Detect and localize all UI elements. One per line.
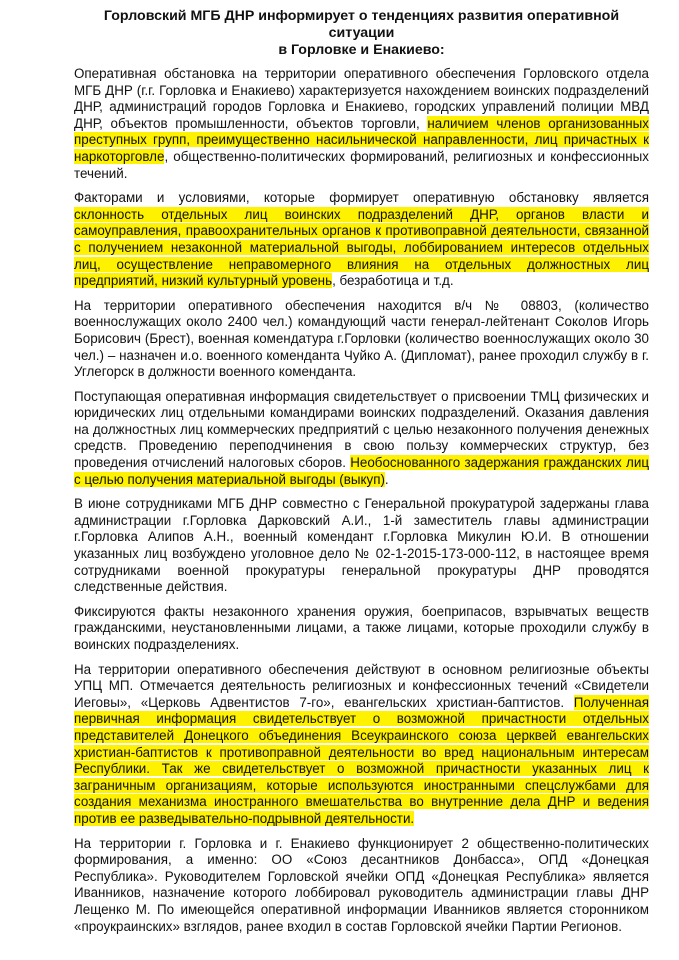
text-segment: , безработица и т.д. [332,273,454,289]
paragraph-2 [74,190,649,290]
text-segment: На территории г. Горловка и г. Енакиево функционирует 2 общественно-политических формирования, а именно: ОО «Союз десантников Донбасса», ОПД «Донецкая Республика». Руководителем Горловской ячейки ОПД «Донецкая Республика» является Иванников, назначение которого лоббировал руководитель администрации главы ДНР Лещенко М. По имеющейся оперативной информации Иванников является сторонником «проукраинских» взглядов, ранее входил в состав Горловской ячейки Партии Регионов. [74,835,649,934]
title-line-2: в Горловке и Енакиево: [278,42,445,58]
title-line-1: Горловский МГБ ДНР информирует о тенденциях развития оперативной ситуации [103,8,620,41]
text-segment: Факторами и условиями, которые формирует оперативную обстановку является [74,190,649,206]
paragraph-7 [74,662,649,828]
text-segment: Поступающая оперативная информация свидетельствует о присвоении ТМЦ физических и юридических лиц отдельными командирами воинских подразделений. Оказания давления на должностных лиц коммерческих предприятий с целью незаконного получения денежных средств. Проведению переподчинения в свою пользу коммерческих структур, без проведения отчислений налоговых сборов. [74,388,649,471]
text-segment: , общественно-политических формирований, религиозных и конфессионных течений. [74,148,649,181]
paragraph-8 [74,836,649,936]
text-segment: . [384,471,389,487]
text-segment: Фиксируются факты незаконного хранения оружия, боеприпасов, взрывчатых веществ гражданскими, неустановленными лицами, а также лицами, которые проходили службу в воинских подразделениях. [74,603,649,652]
highlighted-text: Необоснованного задержания гражданских лиц с целью получения материальной выгоды (выкуп) [74,455,649,487]
paragraph-3 [74,298,649,381]
text-segment: Оперативная обстановка на территории оперативного обеспечения Горловского отдела МГБ ДНР (г.г. Горловка и Енакиево) характеризуется нахождением воинских подразделений ДНР, администраций городов Горловка и Енакиево, городских управлений полиции МВД ДНР, объектов промышленности, объектов торговли, [74,66,649,131]
paragraph-1 [74,66,649,182]
highlighted-text: наличием членов организованных преступных групп, преимущественно насильнической направленности, лиц причастных к наркоторговле [74,115,649,164]
highlighted-text: склонность отдельных лиц воинских подразделений ДНР, органов власти и самоуправления, правоохранительных органов к противоправной деятельности, связанной с получением незаконной материальной выгоды, лоббированием интересов отдельных лиц, осуществление неправомерного влияния на отдельных должностных лиц предприятий, низкий культурный уровень [74,206,649,289]
text-segment: На территории оперативного обеспечения находится в/ч № 08803, (количество военнослужащих около 2400 чел.) командующий части генерал-лейтенант Соколов Игорь Борисович (Брест), военная комендатура г.Горловки (количество военнослужащих около 30 чел.) – назначен и.о. военного коменданта Чуйко А. (Дипломат), ранее проходил службу в г. Углегорск в должности военного коменданта. [74,297,649,380]
paragraph-6 [74,604,649,654]
paragraph-4 [74,389,649,489]
document-title [74,8,649,59]
highlighted-text: Полученная первичная информация свидетельствует о возможной причастности отдельных представителей Донецкого объединения Всеукраинского союза церквей евангельских христиан-баптистов к противоправной деятельности во вред национальным интересам Республики. Так же свидетельствует о возможной причастности указанных лиц к заграничным организациям, которые используются иностранными спецслужбами для создания механизма иностранного вмешательства во внутренние дела ДНР и ведения против ее разведывательно-подрывной деятельности. [74,694,649,826]
text-segment: В июне сотрудниками МГБ ДНР совместно с Генеральной прокуратурой задержаны глава администрации г.Горловка Дарковский А.И., 1-й заместитель главы администрации г.Горловка Алипов А.Н., военный комендант г.Горловка Микулин Ю.И. В отношении указанных лиц возбуждено уголовное дело № 02-1-2015-173-000-112, в настоящее время сотрудниками военной прокуратуры генеральной прокуратуры ДНР проводятся следственные действия. [74,496,649,595]
paragraph-5 [74,496,649,596]
text-segment: На территории оперативного обеспечения действуют в основном религиозные объекты УПЦ МП. Отмечается деятельность религиозных и конфессионных течений «Свидетели Иеговы», «Церковь Адвентистов 7-го», евангельских христиан-баптистов. [74,661,649,710]
